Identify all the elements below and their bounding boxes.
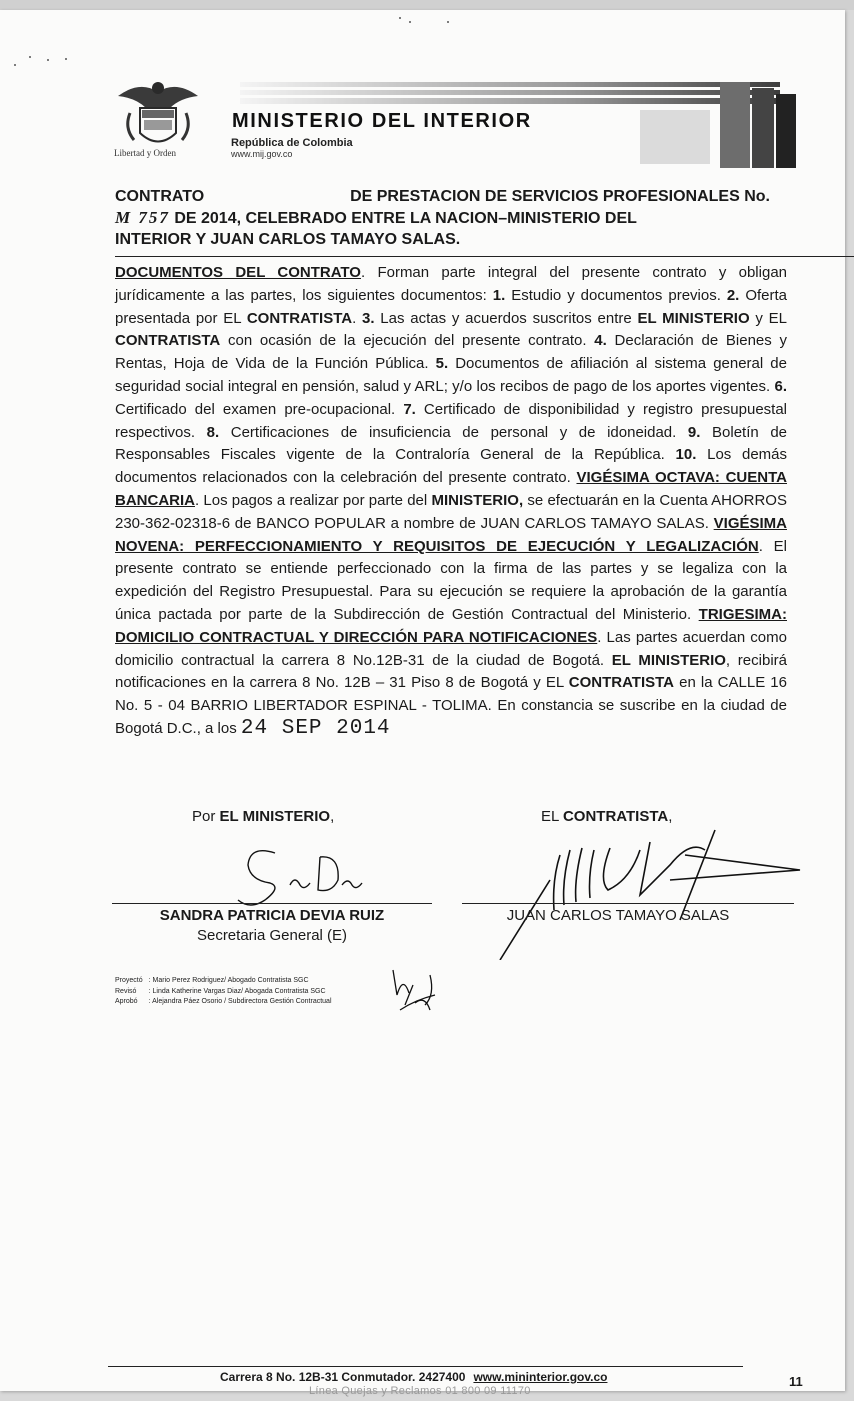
crest-motto: Libertad y Orden [114,148,176,158]
title-contrato: CONTRATO [115,188,205,205]
body-text: con ocasión de la ejecución del presente contrato. [220,332,595,350]
review-text: : Alejandra Páez Osorio / Subdirectora Gestión Contractual [148,998,332,1005]
label-text: , [330,808,335,825]
review-row [115,988,336,997]
signature-line-right [462,903,794,904]
review-row [115,977,336,986]
body-text: Estudio y documentos previos. [505,286,727,304]
label-text: , [668,808,673,825]
body-text: Certificado del examen pre-ocupacional. [115,400,404,418]
body-text: Documentos de afiliación al sistema general de seguridad social integral en pensión, salud y ARL; y/o los recibos de pago de los aportes vigentes. [115,355,787,395]
body-text: Declaración de Bienes y Rentas, Hoja de Vida de la Función Pública. [115,332,787,373]
item-number: 6. [774,377,787,395]
body-text: . Forman parte integral del presente contrato y obligan jurídicamente a las partes, los siguientes documentos: [115,264,787,304]
review-role: Aprobó [115,998,138,1005]
term-contratista: CONTRATISTA [115,332,221,350]
date-stamp: 24 SEP 2014 [240,716,391,740]
body-text: Certificado de disponibilidad y registro presupuestal respectivos. [115,400,787,441]
label-text: Por [192,808,220,825]
term-ministerio: EL MINISTERIO [637,309,750,327]
republic-label: República de Colombia [231,137,353,149]
signatory-role-left: Secretaria General (E) [196,927,348,944]
title-line2: DE 2014, CELEBRADO ENTRE LA NACION–MINISTERIO DEL [174,210,637,227]
footer-rule [108,1366,743,1367]
term-ministerio: MINISTERIO, [431,491,524,509]
label-bold: CONTRATISTA [562,808,669,825]
review-block [113,975,338,1009]
review-role: Revisó [115,987,137,995]
item-number: 8. [206,423,220,441]
signatory-name-left: SANDRA PATRICIA DEVIA RUIZ [159,907,385,924]
body-text: Certificaciones de insuficiencia de personal y de idoneidad. [219,423,688,441]
review-text: : Linda Katherine Vargas Diaz/ Abogada Contratista SGC [148,987,326,995]
body-text: . Los pagos a realizar por parte del [195,491,432,509]
review-text: : Mario Perez Rodriguez/ Abogado Contratista SGC [148,977,309,984]
signature-line-left [112,903,432,904]
item-number: 9. [687,423,701,441]
address-text: Carrera 8 No. 12B-31 Conmutador. 2427400 [220,1370,466,1384]
body-text: Oferta presentada por EL [115,286,788,327]
contract-body [115,262,787,741]
label-bold: EL MINISTERIO [219,808,331,825]
review-initials [385,965,455,1030]
item-number: 2. [726,286,740,304]
item-number: 3. [362,309,375,327]
body-text: Los demás documentos relacionados con la celebración del presente contrato. [115,446,787,487]
section-heading-perfeccionamiento: VIGÉSIMA NOVENA: PERFECCIONAMIENTO Y REQUISITOS DE EJECUCIÓN Y LEGALIZACIÓN [115,514,787,555]
section-heading-cuenta: VIGÉSIMA OCTAVA: CUENTA BANCARIA [115,469,787,509]
page-number: 11 [789,1374,803,1389]
review-row [115,998,336,1007]
title-divider [115,256,854,257]
contract-number: M 757 [115,208,170,227]
label-text: EL [541,808,563,825]
body-text: y EL [749,309,788,327]
body-text: en la CALLE 16 No. 5 - 04 BARRIO LIBERTADOR ESPINAL - TOLIMA. En constancia se suscribe en la ciudad de Bogotá D.C., a los [115,674,787,737]
body-text: . El presente contrato se entiende perfeccionado con la firma de las partes y se legaliza con la expedición del Registro Presupuestal. Para su ejecución se requiere la aprobación de la garantía única pactada por parte de la Subdirección de Gestión Contractual del Ministerio. [115,537,787,623]
section-heading-documentos: DOCUMENTOS DEL CONTRATO [115,264,361,281]
footer-website-link[interactable]: www.mininterior.gov.co [473,1370,608,1384]
body-text: , recibirá notificaciones en la carrera 8 No. 12B – 31 Piso 8 de Bogotá y EL [115,651,787,692]
item-number: 5. [435,355,449,373]
item-number: 10. [675,446,697,464]
item-number: 1. [492,286,506,304]
term-ministerio: EL MINISTERIO [611,651,726,669]
body-text: . Las partes acuerdan como domicilio contractual la carrera 8 No.12B-31 de la ciudad de Bogotá. [115,628,787,669]
header-website: www.mij.gov.co [231,149,293,159]
term-contratista: CONTRATISTA [568,674,675,692]
signature-right [490,820,810,960]
section-heading-domicilio: TRIGESIMA: DOMICILIO CONTRACTUAL Y DIRECCIÓN PARA NOTIFICACIONES [115,605,787,646]
signature-label-left [192,808,334,825]
body-text: . [352,309,363,327]
signatory-name-right: JUAN CARLOS TAMAYO SALAS [506,907,730,924]
body-text: Boletín de Responsables Fiscales vigente de la Contraloría General de la República. [115,423,788,464]
review-role: Proyectó [115,977,143,984]
item-number: 7. [403,400,416,418]
title-line3: INTERIOR Y JUAN CARLOS TAMAYO SALAS. [115,231,461,248]
footer-address [220,1370,607,1384]
footer-hotline: Línea Quejas y Reclamos 01 800 09 11170 [309,1385,531,1397]
body-text: se efectuarán en la Cuenta AHORROS 230-362-02318-6 de BANCO POPULAR a nombre de JUAN CARLOS TAMAYO SALAS. [115,491,787,532]
title-line1: DE PRESTACION DE SERVICIOS PROFESIONALES No. [350,188,770,205]
scan-top-edge [0,0,854,10]
body-text: Las actas y acuerdos suscritos entre [374,309,638,327]
ministry-name: MINISTERIO DEL INTERIOR [232,110,532,132]
contract-title [115,186,770,250]
document-page [0,10,845,1397]
item-number: 4. [594,332,607,350]
term-contratista: CONTRATISTA [246,309,353,327]
